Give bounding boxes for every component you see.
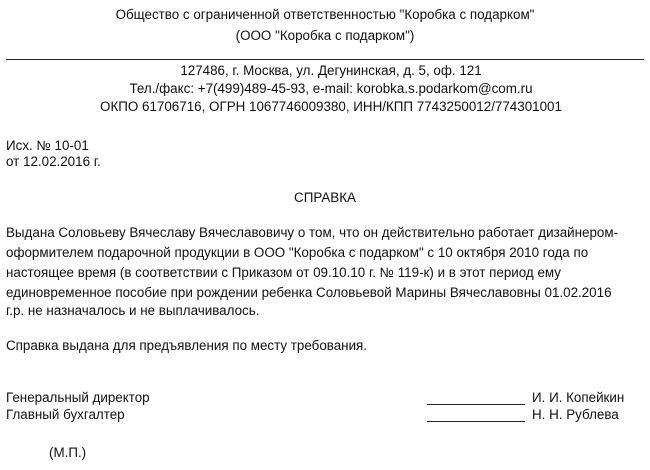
org-address: 127486, г. Москва, ул. Дегунинская, д. 5, оф. 121 <box>180 63 482 78</box>
signature-name-accountant: Н. Н. Рублева <box>532 407 619 422</box>
signature-position-director: Генеральный директор <box>6 390 150 405</box>
signature-line-accountant <box>427 421 525 422</box>
body-line: оформителем подарочной продукции в ООО "Коробка с подарком" с 10 октября 2010 года по <box>6 245 589 260</box>
signature-name-director: И. И. Копейкин <box>532 390 625 405</box>
org-codes: ОКПО 61706716, ОГРН 1067746009380, ИНН/КПП 7743250012/774301001 <box>100 99 562 114</box>
org-contacts: Тел./факс: +7(499)489-45-93, e-mail: korobka.s.podarkom@com.ru <box>129 81 533 96</box>
stamp-placeholder: (М.П.) <box>49 445 87 460</box>
purpose-line: Справка выдана для предъявления по месту требования. <box>6 338 368 353</box>
outgoing-number: Исх. № 10-01 <box>6 138 89 153</box>
body-line: настоящее время (в соответствии с Приказом от 09.10.10 г. № 119-к) и в этот период ему <box>6 265 561 280</box>
document-title: СПРАВКА <box>294 190 356 205</box>
signature-line-director <box>427 404 525 405</box>
outgoing-date: от 12.02.2016 г. <box>6 154 101 169</box>
body-line: единовременное пособие при рождении ребенка Соловьевой Марины Вячеславовны 01.02.2016 <box>6 285 612 300</box>
org-short-name: (ООО "Коробка с подарком") <box>235 28 415 43</box>
header-divider <box>6 59 644 60</box>
body-line: г.р. не назначалось и не выплачивалось. <box>6 303 260 318</box>
org-full-name: Общество с ограниченной ответственностью "Коробка с подарком" <box>115 7 535 22</box>
body-line: Выдана Соловьеву Вячеславу Вячеславовичу о том, что он действительно работает дизайнером- <box>6 225 619 240</box>
signature-position-accountant: Главный бухгалтер <box>6 407 125 422</box>
